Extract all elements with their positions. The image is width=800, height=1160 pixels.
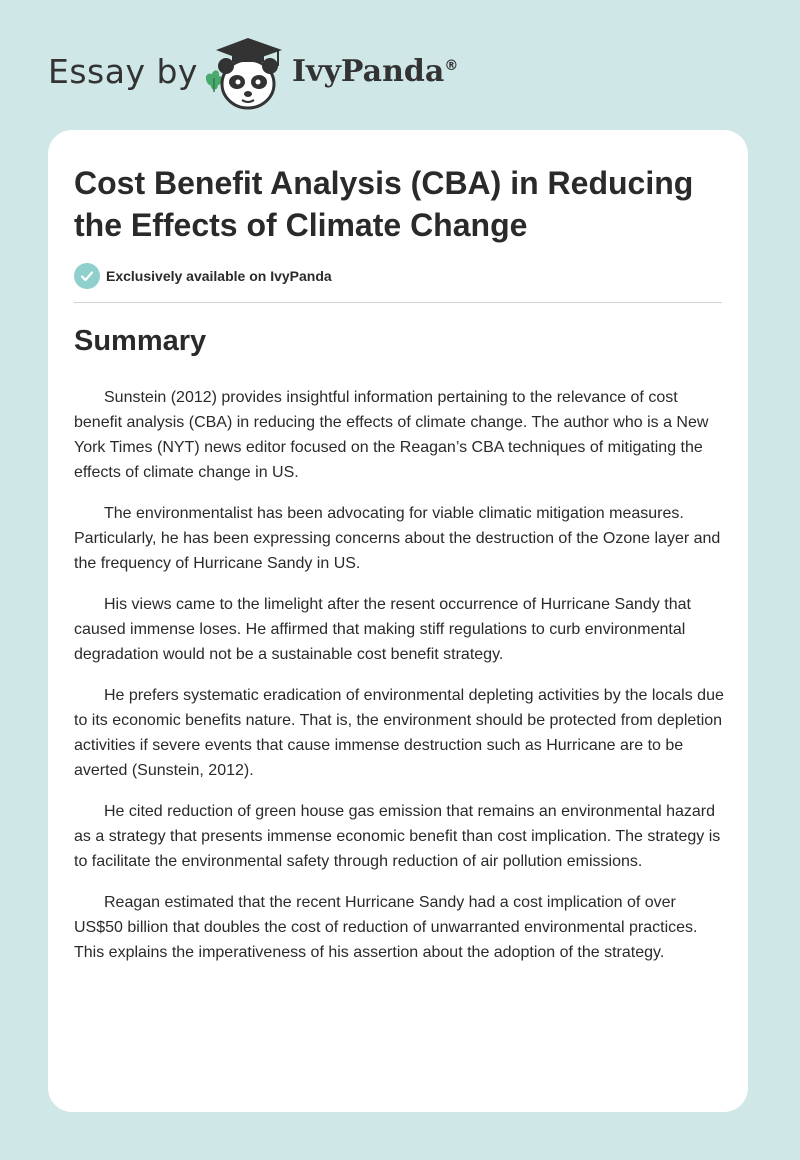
brand-registered-mark: ® [444, 58, 459, 74]
paragraph: He prefers systematic eradication of environmental depleting activities by the locals due to its economic benefits nature. That is, the environment should be protected from depletion activities if severe events that cause immense destruction such as Hurricane are to be averted (Sunstein, 2012). [74, 687, 724, 779]
exclusive-badge [74, 262, 332, 290]
panda-logo-icon [202, 34, 288, 114]
brand-logo[interactable] [48, 34, 508, 114]
paragraph: The environmentalist has been advocating for viable climatic mitigation measures. Particularly, he has been expressing concerns about the destruction of the Ozone layer and the frequency of Hurricane Sandy in US. [74, 505, 721, 572]
paragraph: Reagan estimated that the recent Hurricane Sandy had a cost implication of over US$50 billion that doubles the cost of reduction of unwarranted environmental practices. This explains the imperativeness of his assertion about the adoption of the strategy. [74, 894, 698, 961]
essay-card [48, 130, 748, 1112]
divider [74, 302, 722, 303]
essay-body [74, 385, 726, 981]
paragraph: He cited reduction of green house gas emission that remains an environmental hazard as a strategy that presents immense economic benefit than cost implication. The strategy is to facilitate the environmental safety through reduction of air pollution emissions. [74, 803, 721, 870]
brand-name [292, 54, 458, 89]
paragraph: His views came to the limelight after the resent occurrence of Hurricane Sandy that caused immense loses. He affirmed that making stiff regulations to curb environmental degradation would not be a sustainable cost benefit strategy. [74, 596, 691, 663]
brand-name-text: IvyPanda [292, 54, 445, 89]
brand-prefix: Essay by [48, 52, 198, 91]
exclusive-label: Exclusively available on IvyPanda [106, 268, 332, 284]
page-title: Cost Benefit Analysis (CBA) in Reducing the Effects of Climate Change [74, 165, 694, 243]
paragraph: Sunstein (2012) provides insightful information pertaining to the relevance of cost benefit analysis (CBA) in reducing the effects of climate change. The author who is a New York Times (NYT) news editor focused on the Reagan’s CBA techniques of mitigating the effects of climate change in US. [74, 389, 709, 481]
section-heading: Summary [74, 325, 207, 357]
check-icon [74, 263, 100, 289]
